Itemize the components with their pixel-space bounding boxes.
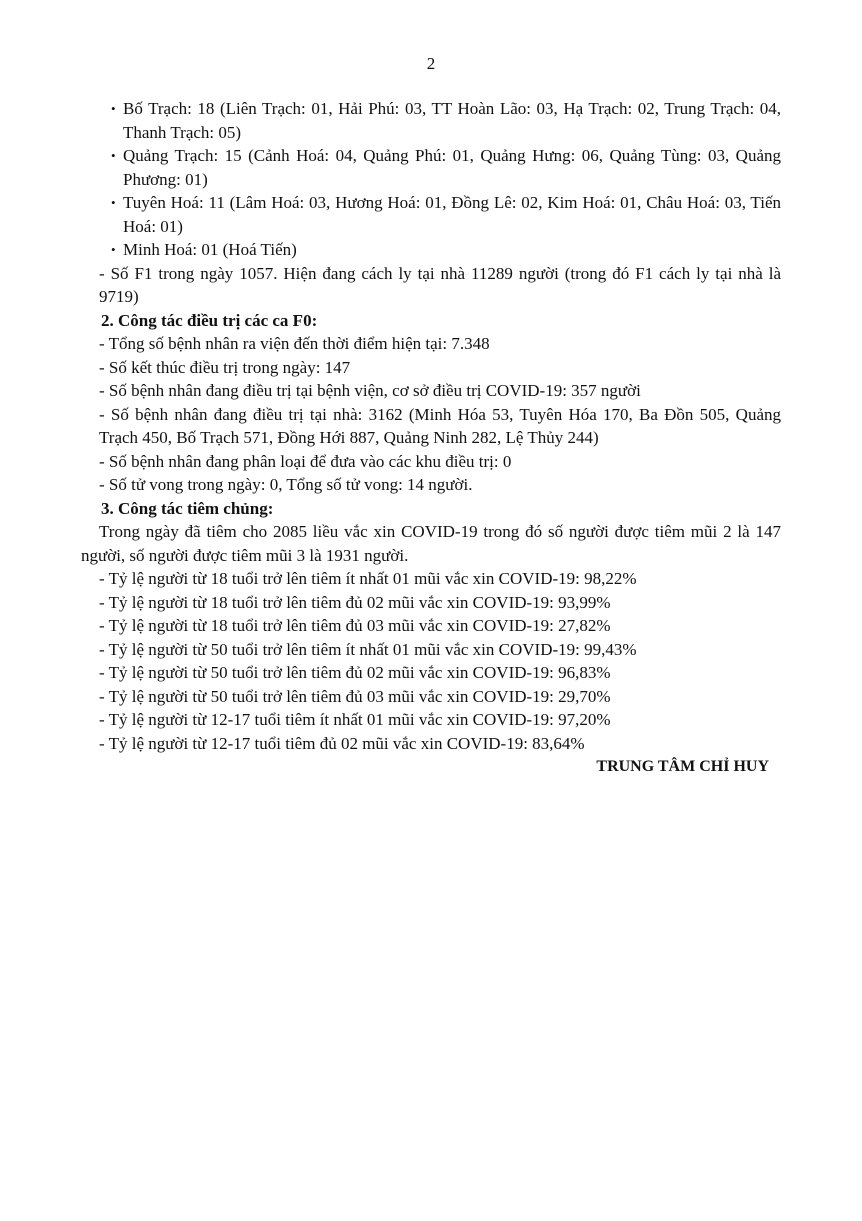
district-bullet [81, 238, 781, 262]
treatment-line: - Số bệnh nhân đang phân loại để đưa vào các khu điều trị: 0 [99, 451, 512, 471]
vaccination-rate-line: - Tỷ lệ người từ 50 tuổi trở lên tiêm đủ 02 mũi vắc xin COVID-19: 96,83% [99, 663, 611, 682]
treatment-line: - Tổng số bệnh nhân ra viện đến thời điểm hiện tại: 7.348 [99, 334, 490, 353]
vaccination-rate-line: - Tỷ lệ người từ 18 tuổi trở lên tiêm đủ 03 mũi vắc xin COVID-19: 27,82% [99, 616, 611, 635]
f1-summary-line: - Số F1 trong ngày 1057. Hiện đang cách ly tại nhà 11289 người (trong đó F1 cách ly tại nhà là 9719) [99, 263, 781, 306]
district-bullet-text: Bố Trạch: 18 (Liên Trạch: 01, Hải Phú: 03, TT Hoàn Lão: 03, Hạ Trạch: 02, Trung Trạch: 04, Thanh Trạch: 05) [123, 99, 781, 142]
treatment-line: - Số kết thúc điều trị trong ngày: 147 [99, 357, 351, 377]
signature-block: TRUNG TÂM CHỈ HUY [596, 758, 769, 775]
district-bullet [81, 144, 781, 191]
treatment-line: - Số tử vong trong ngày: 0, Tổng số tử vong: 14 người. [99, 475, 473, 494]
page-number: 2 [426, 54, 436, 73]
vaccination-rate-line: - Tỷ lệ người từ 18 tuổi trở lên tiêm đủ 02 mũi vắc xin COVID-19: 93,99% [99, 592, 611, 612]
district-bullet-text: Tuyên Hoá: 11 (Lâm Hoá: 03, Hương Hoá: 01, Đồng Lê: 02, Kim Hoá: 01, Châu Hoá: 03, Tiến Hoá: 01) [123, 193, 781, 236]
treatment-line: - Số bệnh nhân đang điều trị tại nhà: 3162 (Minh Hóa 53, Tuyên Hóa 170, Ba Đồn 505, Quảng Trạch 450, Bố Trạch 571, Đồng Hới 887, Quảng Ninh 282, Lệ Thủy 244) [99, 404, 781, 447]
bullet-dot-icon: • [111, 101, 116, 116]
district-bullet-text: Minh Hoá: 01 (Hoá Tiến) [123, 240, 297, 259]
bullet-dot-icon: • [111, 195, 116, 210]
vaccination-rate-line: - Tỷ lệ người từ 18 tuổi trở lên tiêm ít nhất 01 mũi vắc xin COVID-19: 98,22% [99, 569, 637, 588]
document-body [81, 97, 781, 779]
treatment-line: - Số bệnh nhân đang điều trị tại bệnh viện, cơ sở điều trị COVID-19: 357 người [99, 381, 641, 400]
vaccination-intro: Trong ngày đã tiêm cho 2085 liều vắc xin COVID-19 trong đó số người được tiêm mũi 2 là 147 người, số người được tiêm mũi 3 là 1931 người. [81, 522, 781, 565]
district-bullet-text: Quảng Trạch: 15 (Cảnh Hoá: 04, Quảng Phú: 01, Quảng Hưng: 06, Quảng Tùng: 03, Quảng Phương: 01) [123, 146, 781, 189]
bullet-dot-icon: • [111, 242, 116, 257]
vaccination-rate-line: - Tỷ lệ người từ 12-17 tuổi tiêm đủ 02 mũi vắc xin COVID-19: 83,64% [99, 733, 585, 753]
district-bullet [81, 97, 781, 144]
section-2-heading: 2. Công tác điều trị các ca F0: [101, 310, 318, 330]
vaccination-rate-line: - Tỷ lệ người từ 50 tuổi trở lên tiêm ít nhất 01 mũi vắc xin COVID-19: 99,43% [99, 639, 637, 659]
vaccination-rate-line: - Tỷ lệ người từ 12-17 tuổi tiêm ít nhất 01 mũi vắc xin COVID-19: 97,20% [99, 710, 611, 729]
vaccination-rate-line: - Tỷ lệ người từ 50 tuổi trở lên tiêm đủ 03 mũi vắc xin COVID-19: 29,70% [99, 686, 611, 706]
district-bullet [81, 191, 781, 238]
bullet-dot-icon: • [111, 148, 116, 163]
section-3-heading: 3. Công tác tiêm chủng: [101, 498, 274, 518]
